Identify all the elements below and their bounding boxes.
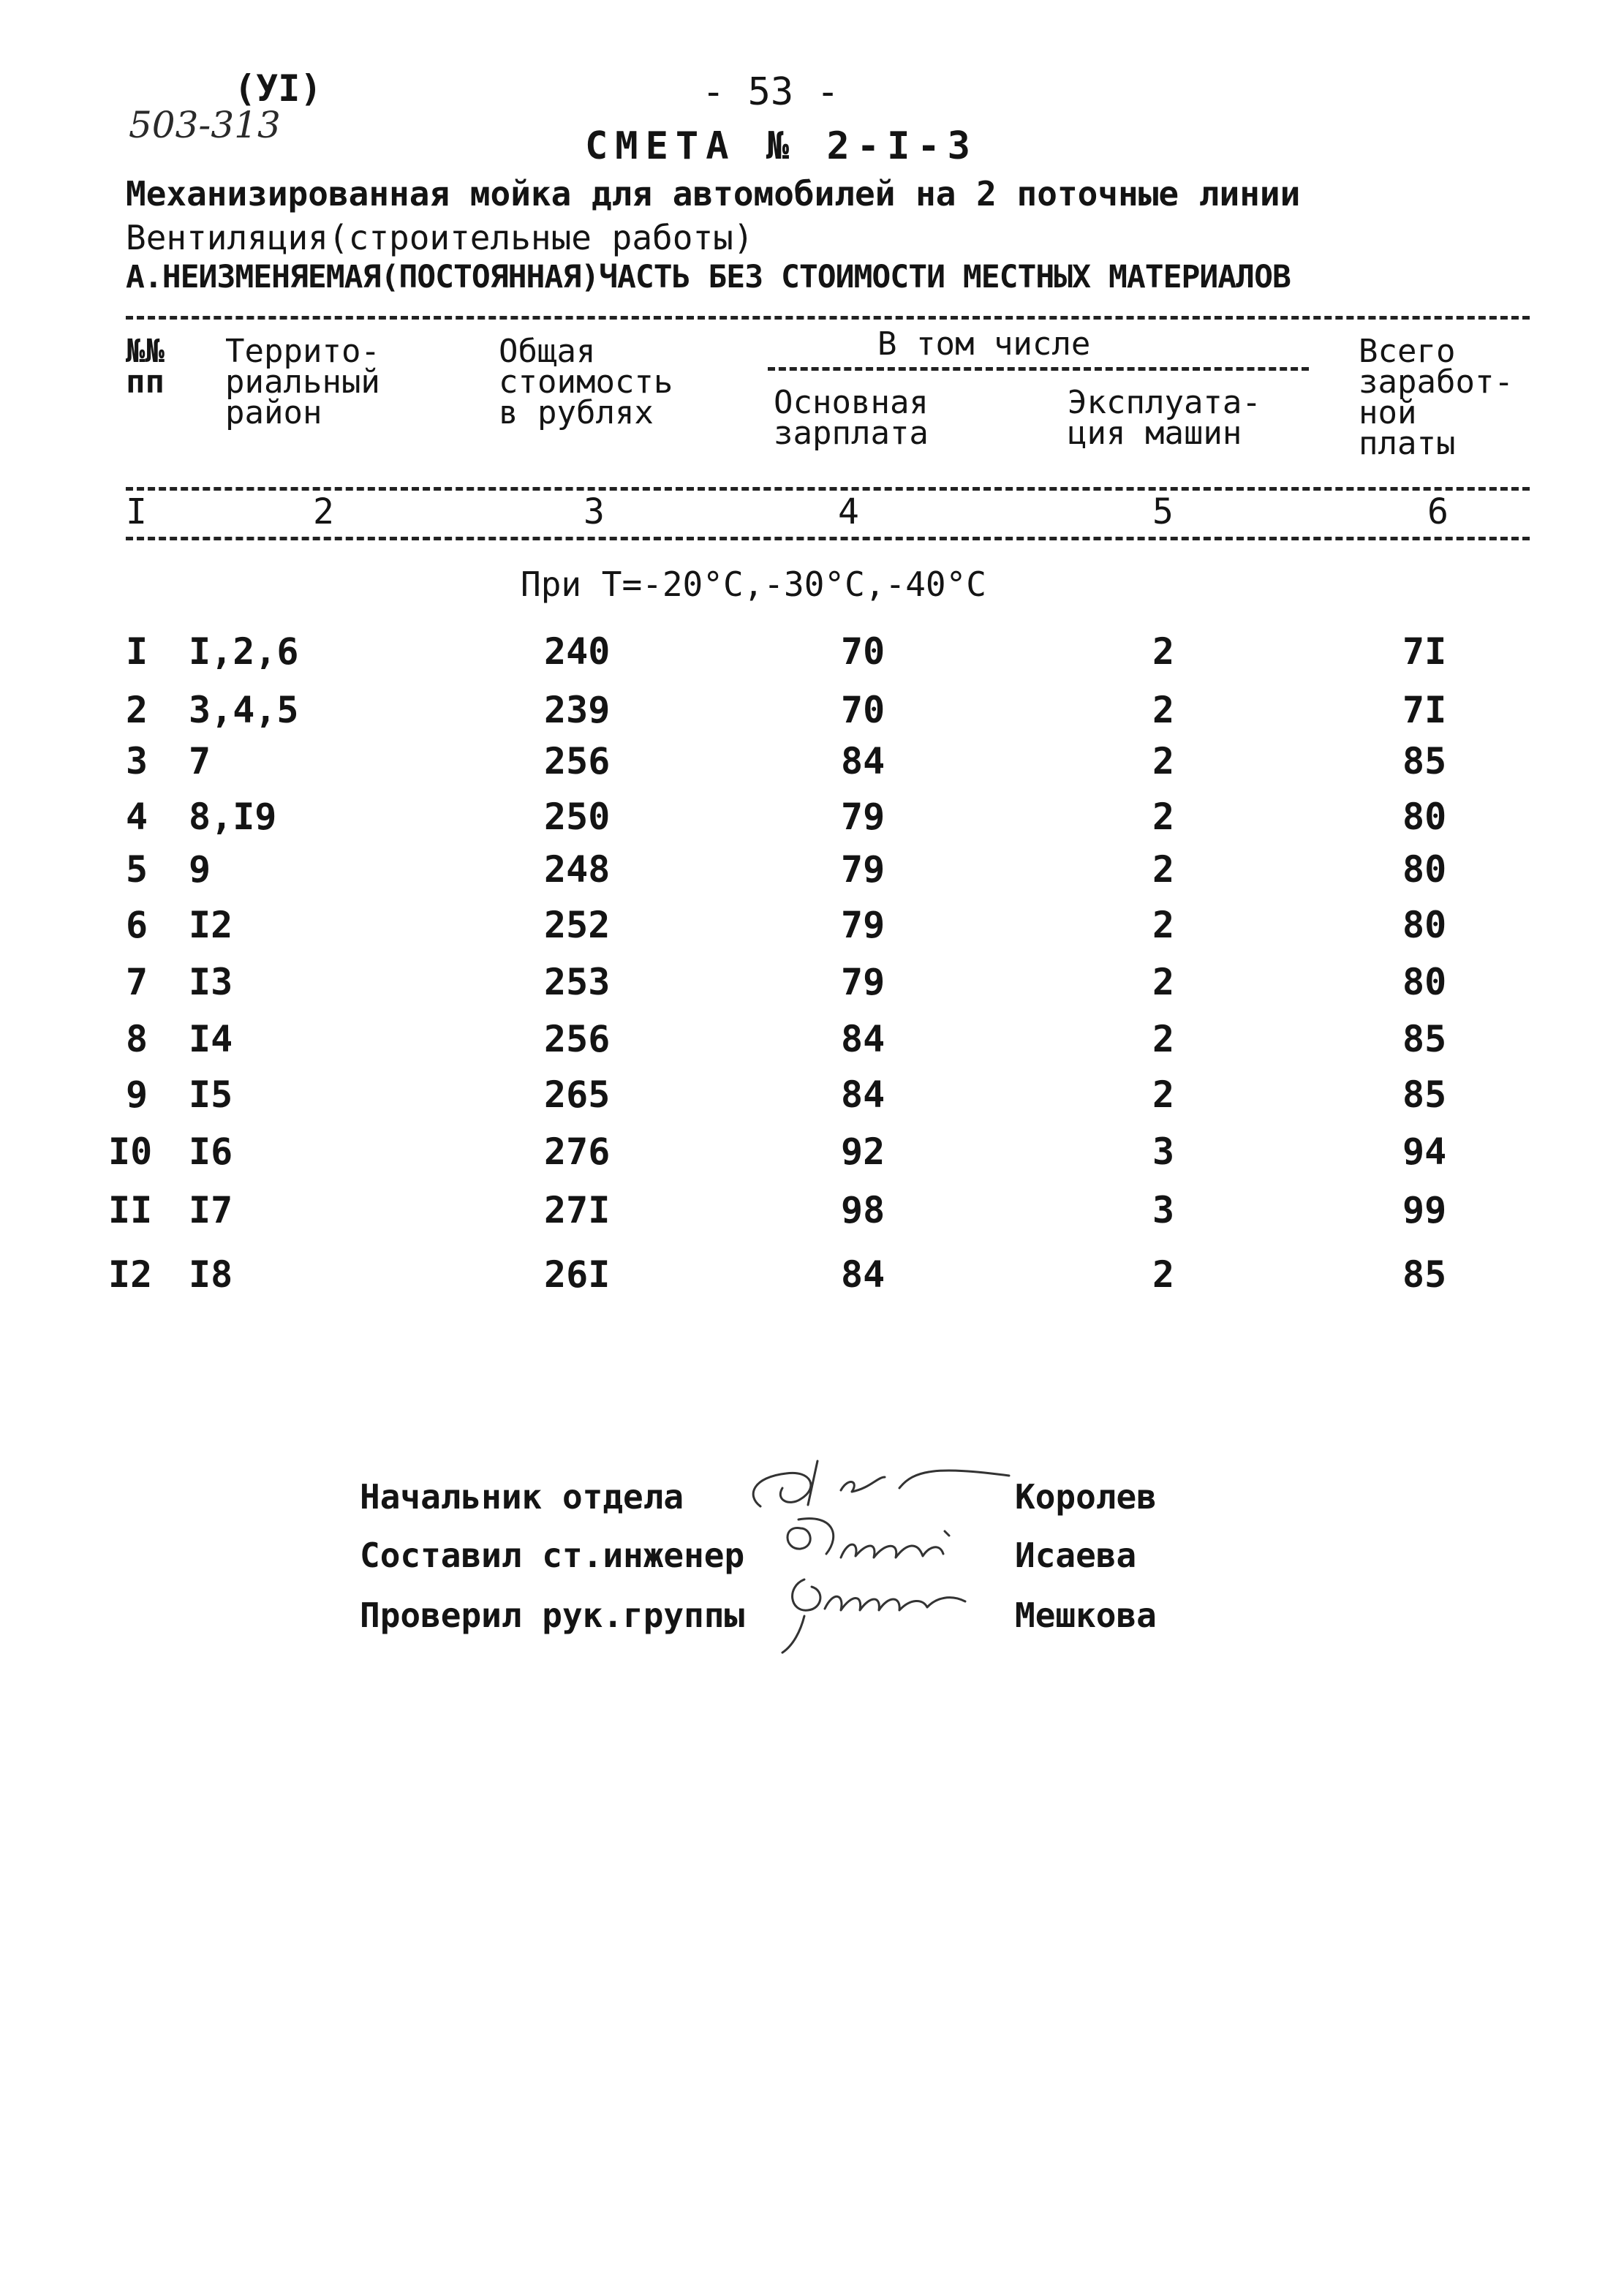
estimate-title: СМЕТА № 2-I-3	[585, 124, 978, 168]
cell-salary: 84	[841, 740, 885, 782]
cell-machines: 2	[1152, 904, 1175, 946]
estimate-subtitle: Механизированная мойка для автомобилей на 2 поточные линии	[126, 174, 1301, 214]
cell-region: 3,4,5	[189, 689, 299, 731]
cell-machines: 2	[1152, 1018, 1175, 1060]
cell-salary: 70	[841, 689, 885, 731]
cell-machines: 2	[1152, 689, 1175, 731]
cell-wages: 7I	[1402, 689, 1447, 731]
cell-salary: 92	[841, 1130, 885, 1173]
cell-machines: 2	[1152, 740, 1175, 782]
cell-salary: 79	[841, 796, 885, 838]
document-code: 503-313	[129, 104, 281, 146]
cell-num: 6	[126, 904, 148, 946]
header-region: Террито- риальный район	[225, 333, 380, 431]
cell-wages: 80	[1402, 848, 1447, 891]
cell-num: II	[108, 1189, 153, 1231]
signature-role-group-lead: Проверил рук.группы	[360, 1596, 745, 1635]
signature-role-head: Начальник отдела	[360, 1477, 684, 1517]
signature-name-engineer: Исаева	[1015, 1536, 1137, 1575]
cell-total: 248	[544, 848, 611, 891]
cell-total: 240	[544, 630, 611, 673]
cell-num: I2	[108, 1253, 153, 1296]
cell-num: I	[126, 630, 148, 673]
cell-wages: 94	[1402, 1130, 1447, 1173]
handwritten-signatures	[731, 1455, 1024, 1667]
cell-salary: 79	[841, 848, 885, 891]
cell-region: I2	[189, 904, 233, 946]
cell-wages: 80	[1402, 961, 1447, 1003]
cell-machines: 2	[1152, 1253, 1175, 1296]
signature-name-group-lead: Мешкова	[1015, 1596, 1157, 1635]
column-number-5: 5	[1152, 491, 1174, 532]
cell-salary: 70	[841, 630, 885, 673]
cell-total: 252	[544, 904, 611, 946]
cell-total: 276	[544, 1130, 611, 1173]
cell-region: I6	[189, 1130, 233, 1173]
cell-region: 9	[189, 848, 211, 891]
page-number: - 53 -	[702, 70, 839, 114]
signature-stroke-head	[753, 1461, 1009, 1506]
column-number-4: 4	[838, 491, 859, 532]
cell-region: I7	[189, 1189, 233, 1231]
cell-num: 7	[126, 961, 148, 1003]
header-total: Общая стоимость в рублях	[499, 333, 673, 431]
cell-region: 7	[189, 740, 211, 782]
cell-machines: 2	[1152, 848, 1175, 891]
cell-wages: 80	[1402, 796, 1447, 838]
signature-stroke-engineer	[788, 1519, 949, 1558]
cell-salary: 98	[841, 1189, 885, 1231]
cell-total: 239	[544, 689, 611, 731]
column-number-3: 3	[583, 491, 605, 532]
header-salary: Основная зарплата	[774, 384, 929, 452]
header-top-rule	[126, 316, 1530, 320]
cell-wages: 85	[1402, 1018, 1447, 1060]
cell-num: 9	[126, 1073, 148, 1116]
cell-total: 27I	[544, 1189, 611, 1231]
cell-salary: 84	[841, 1073, 885, 1116]
header-wages: Всего заработ- ной платы	[1359, 333, 1514, 462]
column-number-6: 6	[1427, 491, 1449, 532]
cell-num: 5	[126, 848, 148, 891]
cell-wages: 85	[1402, 1253, 1447, 1296]
cell-machines: 2	[1152, 630, 1175, 673]
series-mark: (УI)	[234, 67, 322, 110]
header-mid-rule	[126, 487, 1530, 491]
cell-total: 26I	[544, 1253, 611, 1296]
cell-machines: 3	[1152, 1130, 1175, 1173]
cell-total: 253	[544, 961, 611, 1003]
column-number-2: 2	[313, 491, 334, 532]
header-bottom-rule	[126, 537, 1530, 540]
cell-region: I8	[189, 1253, 233, 1296]
cell-salary: 84	[841, 1018, 885, 1060]
cell-total: 256	[544, 1018, 611, 1060]
cell-salary: 79	[841, 961, 885, 1003]
cell-salary: 79	[841, 904, 885, 946]
cell-machines: 2	[1152, 1073, 1175, 1116]
cell-wages: 99	[1402, 1189, 1447, 1231]
estimate-part: А.НЕИЗМЕНЯЕМАЯ(ПОСТОЯННАЯ)ЧАСТЬ БЕЗ СТОИМОСТИ МЕСТНЫХ МАТЕРИАЛОВ	[126, 259, 1291, 295]
cell-region: I5	[189, 1073, 233, 1116]
cell-total: 256	[544, 740, 611, 782]
cell-region: I,2,6	[189, 630, 299, 673]
signature-name-head: Королев	[1015, 1477, 1157, 1517]
cell-num: 3	[126, 740, 148, 782]
signature-stroke-group-lead	[782, 1579, 965, 1653]
header-group: В том числе	[877, 325, 1091, 363]
cell-num: 8	[126, 1018, 148, 1060]
cell-machines: 2	[1152, 961, 1175, 1003]
cell-region: 8,I9	[189, 796, 277, 838]
signature-role-engineer: Составил ст.инженер	[360, 1536, 745, 1575]
estimate-section: Вентиляция(строительные работы)	[126, 218, 754, 257]
cell-salary: 84	[841, 1253, 885, 1296]
column-number-1: I	[126, 491, 147, 532]
cell-region: I4	[189, 1018, 233, 1060]
cell-region: I3	[189, 961, 233, 1003]
header-num: №№ пп	[126, 333, 165, 401]
cell-wages: 80	[1402, 904, 1447, 946]
cell-wages: 7I	[1402, 630, 1447, 673]
cell-wages: 85	[1402, 1073, 1447, 1116]
cell-num: 4	[126, 796, 148, 838]
header-group-rule	[768, 367, 1309, 371]
cell-num: I0	[108, 1130, 153, 1173]
cell-wages: 85	[1402, 740, 1447, 782]
cell-total: 250	[544, 796, 611, 838]
cell-machines: 3	[1152, 1189, 1175, 1231]
cell-num: 2	[126, 689, 148, 731]
cell-total: 265	[544, 1073, 611, 1116]
cell-machines: 2	[1152, 796, 1175, 838]
header-machines: Эксплуата- ция машин	[1068, 384, 1261, 452]
temperature-condition: При Т=-20°С,-30°С,-40°С	[521, 565, 986, 604]
